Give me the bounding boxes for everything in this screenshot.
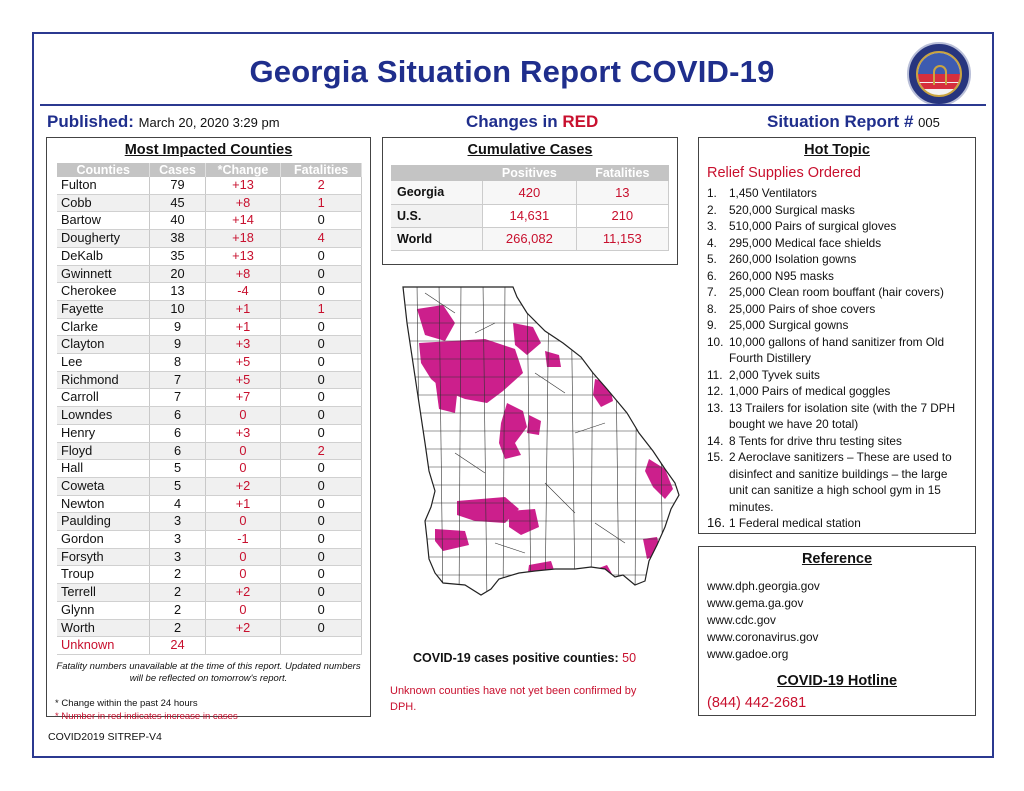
list-item — [707, 334, 975, 367]
list-item-text: 295,000 Medical face shields — [729, 235, 882, 250]
report-label: Situation Report # — [767, 112, 914, 131]
page-title: Georgia Situation Report COVID-19 — [249, 54, 775, 89]
cum-positives: 266,082 — [483, 227, 577, 250]
county-name: Coweta — [57, 477, 150, 495]
counties-table — [57, 163, 362, 655]
county-fatalities: 0 — [281, 247, 362, 265]
county-cases: 38 — [150, 230, 205, 248]
county-name: Clayton — [57, 336, 150, 354]
county-cases: 40 — [150, 212, 205, 230]
cum-col-positives: Positives — [483, 165, 577, 181]
supplies-list — [707, 185, 975, 532]
county-change: +5 — [205, 354, 281, 372]
table-row — [57, 371, 362, 389]
county-cases: 10 — [150, 300, 205, 318]
list-item-text: 10,000 gallons of hand sanitizer from Old Fourth Distillery — [729, 334, 945, 365]
table-row — [57, 354, 362, 372]
county-change: +14 — [205, 212, 281, 230]
table-row — [57, 584, 362, 602]
list-item-number: 8. — [707, 301, 717, 316]
county-change: 0 — [205, 601, 281, 619]
table-row — [57, 637, 362, 655]
published-date: March 20, 2020 3:29 pm — [138, 115, 280, 130]
table-row — [57, 531, 362, 549]
list-item — [707, 218, 975, 235]
county-name: Terrell — [57, 584, 150, 602]
list-item-text: 25,000 Clean room bouffant (hair covers) — [729, 285, 944, 299]
table-row — [57, 495, 362, 513]
county-name: Worth — [57, 619, 150, 637]
hot-topic-subtitle: Relief Supplies Ordered — [707, 165, 861, 181]
list-item — [707, 400, 975, 433]
county-cases: 4 — [150, 495, 205, 513]
county-change: 0 — [205, 460, 281, 478]
cum-region: U.S. — [391, 204, 483, 227]
table-row — [57, 424, 362, 442]
county-change: +13 — [205, 177, 281, 194]
county-name: Richmond — [57, 371, 150, 389]
reference-link[interactable]: www.gema.ga.gov — [707, 596, 804, 610]
table-row — [57, 300, 362, 318]
county-name: Dougherty — [57, 230, 150, 248]
list-item-number: 4. — [707, 235, 717, 250]
county-name: Hall — [57, 460, 150, 478]
county-cases: 24 — [150, 637, 205, 655]
list-item — [707, 235, 975, 252]
list-item — [707, 317, 975, 334]
county-change: +8 — [205, 265, 281, 283]
county-fatalities: 1 — [281, 300, 362, 318]
county-cases: 3 — [150, 531, 205, 549]
list-item-text: 25,000 Surgical gowns — [729, 318, 849, 332]
county-fatalities: 0 — [281, 354, 362, 372]
county-cases: 2 — [150, 584, 205, 602]
list-item-number: 2. — [707, 202, 717, 217]
county-fatalities: 0 — [281, 336, 362, 354]
table-row — [57, 230, 362, 248]
list-item-number: 7. — [707, 285, 717, 299]
county-fatalities: 4 — [281, 230, 362, 248]
cum-positives: 420 — [483, 181, 577, 204]
county-name: Clarke — [57, 318, 150, 336]
county-fatalities: 0 — [281, 477, 362, 495]
table-row — [391, 204, 669, 227]
changes-prefix: Changes in — [466, 112, 558, 131]
county-cases: 7 — [150, 371, 205, 389]
county-cases: 2 — [150, 619, 205, 637]
list-item-text: 260,000 Isolation gowns — [729, 252, 857, 266]
county-name: Newton — [57, 495, 150, 513]
county-name: Glynn — [57, 601, 150, 619]
list-item-number: 11. — [707, 367, 723, 382]
county-fatalities: 0 — [281, 566, 362, 584]
list-item — [707, 383, 975, 400]
list-item-text: 510,000 Pairs of surgical gloves — [729, 219, 897, 233]
county-cases: 3 — [150, 513, 205, 531]
table-row — [57, 247, 362, 265]
county-fatalities: 0 — [281, 265, 362, 283]
cumulative-panel — [382, 137, 678, 265]
list-item-text: 2 Aeroclave sanitizers – These are used to disinfect and sanitize buildings – the large unit can sanitize a high school gym in 15 minutes. — [729, 450, 952, 514]
changes-color-word: RED — [562, 112, 599, 131]
county-fatalities — [281, 637, 362, 655]
county-cases: 6 — [150, 407, 205, 425]
county-cases: 35 — [150, 247, 205, 265]
county-fatalities: 0 — [281, 548, 362, 566]
county-name: Henry — [57, 424, 150, 442]
list-item-text: 2,000 Tyvek suits — [729, 367, 820, 382]
county-change: -4 — [205, 283, 281, 301]
document-footer: COVID2019 SITREP-V4 — [48, 731, 162, 743]
reference-link[interactable]: www.cdc.gov — [707, 613, 776, 627]
table-row — [57, 566, 362, 584]
county-name: Gordon — [57, 531, 150, 549]
county-cases: 6 — [150, 424, 205, 442]
county-fatalities: 0 — [281, 424, 362, 442]
list-item-number: 1. — [707, 186, 717, 200]
counties-title: Most Impacted Counties — [124, 142, 293, 158]
fatality-note: Fatality numbers unavailable at the time of this report. Updated numbers will be reflected on tomorrow's report. — [56, 660, 361, 684]
list-item — [707, 301, 975, 318]
table-row — [57, 336, 362, 354]
list-item-number: 10. — [707, 334, 724, 349]
georgia-county-map — [395, 283, 685, 603]
county-change: +3 — [205, 424, 281, 442]
county-name: Unknown — [57, 637, 150, 655]
cum-fatalities: 13 — [576, 181, 668, 204]
table-row — [57, 283, 362, 301]
county-name: Fayette — [57, 300, 150, 318]
list-item — [707, 284, 975, 301]
county-change: +7 — [205, 389, 281, 407]
table-row — [57, 265, 362, 283]
list-item — [707, 367, 975, 384]
table-row — [57, 477, 362, 495]
unknown-counties-note: Unknown counties have not yet been confirmed by DPH. — [390, 685, 637, 713]
county-name: Paulding — [57, 513, 150, 531]
list-item-text: 1,000 Pairs of medical goggles — [729, 384, 891, 398]
county-cases: 8 — [150, 354, 205, 372]
county-change: 0 — [205, 442, 281, 460]
county-change: +2 — [205, 619, 281, 637]
county-name: Gwinnett — [57, 265, 150, 283]
table-row — [57, 460, 362, 478]
county-fatalities: 0 — [281, 283, 362, 301]
cum-positives: 14,631 — [483, 204, 577, 227]
report-number: 005 — [918, 115, 940, 130]
hot-topic-title: Hot Topic — [804, 142, 870, 158]
positive-counties-summary — [413, 651, 636, 665]
list-item-text: 260,000 N95 masks — [729, 268, 834, 283]
table-row — [57, 194, 362, 212]
list-item — [707, 449, 975, 515]
state-seal-icon — [907, 42, 971, 106]
list-item-number: 3. — [707, 219, 717, 233]
list-item-text: 8 Tents for drive thru testing sites — [729, 433, 902, 448]
table-row — [57, 212, 362, 230]
cum-col-fatalities: Fatalities — [576, 165, 668, 181]
county-cases: 3 — [150, 548, 205, 566]
county-fatalities: 0 — [281, 619, 362, 637]
list-item — [707, 251, 975, 268]
county-cases: 20 — [150, 265, 205, 283]
cumulative-table — [391, 165, 669, 251]
county-name: Cobb — [57, 194, 150, 212]
list-item-number: 15. — [707, 450, 724, 464]
county-fatalities: 1 — [281, 194, 362, 212]
col-change: *Change — [205, 163, 281, 177]
county-name: Forsyth — [57, 548, 150, 566]
county-fatalities: 0 — [281, 584, 362, 602]
county-name: Carroll — [57, 389, 150, 407]
county-cases: 7 — [150, 389, 205, 407]
list-item — [707, 202, 975, 219]
county-name: Lowndes — [57, 407, 150, 425]
county-fatalities: 0 — [281, 531, 362, 549]
county-change: +3 — [205, 336, 281, 354]
header-divider — [40, 104, 986, 106]
list-item-number: 12. — [707, 384, 724, 398]
county-fatalities: 0 — [281, 407, 362, 425]
list-item — [707, 185, 975, 202]
list-item-number: 9. — [707, 318, 717, 332]
county-fatalities: 0 — [281, 389, 362, 407]
list-item — [707, 515, 975, 532]
reference-link[interactable]: www.gadoe.org — [707, 647, 789, 661]
county-cases: 2 — [150, 601, 205, 619]
list-item-text: 520,000 Surgical masks — [729, 202, 855, 217]
county-name: Cherokee — [57, 283, 150, 301]
published — [47, 112, 280, 132]
county-change: +1 — [205, 495, 281, 513]
county-change: 0 — [205, 566, 281, 584]
positive-counties-label: COVID-19 cases positive counties: — [413, 651, 619, 665]
table-row — [57, 548, 362, 566]
county-cases: 2 — [150, 566, 205, 584]
reference-panel — [698, 546, 976, 716]
list-item-number: 6. — [707, 268, 717, 283]
table-row — [57, 407, 362, 425]
county-name: Troup — [57, 566, 150, 584]
county-fatalities: 0 — [281, 513, 362, 531]
cum-fatalities: 11,153 — [576, 227, 668, 250]
county-change: +8 — [205, 194, 281, 212]
county-change: +2 — [205, 477, 281, 495]
hotline-title: COVID-19 Hotline — [776, 673, 898, 689]
county-change: +18 — [205, 230, 281, 248]
county-cases: 9 — [150, 318, 205, 336]
list-item-text: 25,000 Pairs of shoe covers — [729, 301, 876, 316]
col-cases: Cases — [150, 163, 205, 177]
table-row — [57, 513, 362, 531]
county-change: +2 — [205, 584, 281, 602]
hotline-number: (844) 442-2681 — [707, 695, 807, 711]
county-change: +5 — [205, 371, 281, 389]
county-fatalities: 0 — [281, 318, 362, 336]
col-fatalities: Fatalities — [281, 163, 362, 177]
county-name: Bartow — [57, 212, 150, 230]
red-footnote: * Number in red indicates increase in cases — [55, 710, 238, 722]
county-change — [205, 637, 281, 655]
county-cases: 5 — [150, 477, 205, 495]
cumulative-title: Cumulative Cases — [467, 142, 593, 158]
table-row — [57, 442, 362, 460]
county-change: +1 — [205, 300, 281, 318]
county-cases: 45 — [150, 194, 205, 212]
county-fatalities: 2 — [281, 442, 362, 460]
counties-panel — [46, 137, 371, 722]
county-fatalities: 2 — [281, 177, 362, 194]
county-change: 0 — [205, 513, 281, 531]
list-item-number: 14. — [707, 433, 724, 448]
list-item-number: 5. — [707, 252, 717, 266]
cum-region: World — [391, 227, 483, 250]
reference-title: Reference — [801, 551, 873, 567]
table-row — [57, 601, 362, 619]
change-footnote: * Change within the past 24 hours — [55, 697, 198, 709]
county-cases: 79 — [150, 177, 205, 194]
county-cases: 5 — [150, 460, 205, 478]
table-row — [391, 227, 669, 250]
table-row — [57, 318, 362, 336]
list-item-number: 16. — [707, 515, 726, 530]
table-row — [57, 177, 362, 194]
county-change: 0 — [205, 548, 281, 566]
positive-counties-count: 50 — [622, 651, 637, 665]
county-name: DeKalb — [57, 247, 150, 265]
county-name: Lee — [57, 354, 150, 372]
county-fatalities: 0 — [281, 601, 362, 619]
list-item-number: 13. — [707, 400, 724, 415]
reference-link[interactable]: www.coronavirus.gov — [707, 630, 819, 644]
county-name: Fulton — [57, 177, 150, 194]
county-fatalities: 0 — [281, 460, 362, 478]
county-change: 0 — [205, 407, 281, 425]
county-fatalities: 0 — [281, 495, 362, 513]
table-row — [57, 389, 362, 407]
county-change: +1 — [205, 318, 281, 336]
table-row — [391, 181, 669, 204]
list-item — [707, 433, 975, 450]
county-change: -1 — [205, 531, 281, 549]
county-cases: 13 — [150, 283, 205, 301]
county-name: Floyd — [57, 442, 150, 460]
county-cases: 6 — [150, 442, 205, 460]
situation-report-number — [767, 112, 940, 132]
list-item-text: 1 Federal medical station — [729, 516, 861, 530]
table-row — [57, 619, 362, 637]
county-cases: 9 — [150, 336, 205, 354]
county-fatalities: 0 — [281, 371, 362, 389]
cum-col-blank — [391, 165, 483, 181]
county-fatalities: 0 — [281, 212, 362, 230]
cum-region: Georgia — [391, 181, 483, 204]
col-counties: Counties — [57, 163, 150, 177]
county-change: +13 — [205, 247, 281, 265]
list-item — [707, 268, 975, 285]
reference-link[interactable]: www.dph.georgia.gov — [707, 579, 820, 593]
changes-note — [466, 112, 598, 132]
cum-fatalities: 210 — [576, 204, 668, 227]
hot-topic-panel — [698, 137, 976, 534]
list-item-text: 1,450 Ventilators — [729, 186, 817, 200]
list-item-text: 13 Trailers for isolation site (with the 7 DPH bought we have 20 total) — [729, 400, 956, 431]
published-label: Published: — [47, 112, 134, 131]
